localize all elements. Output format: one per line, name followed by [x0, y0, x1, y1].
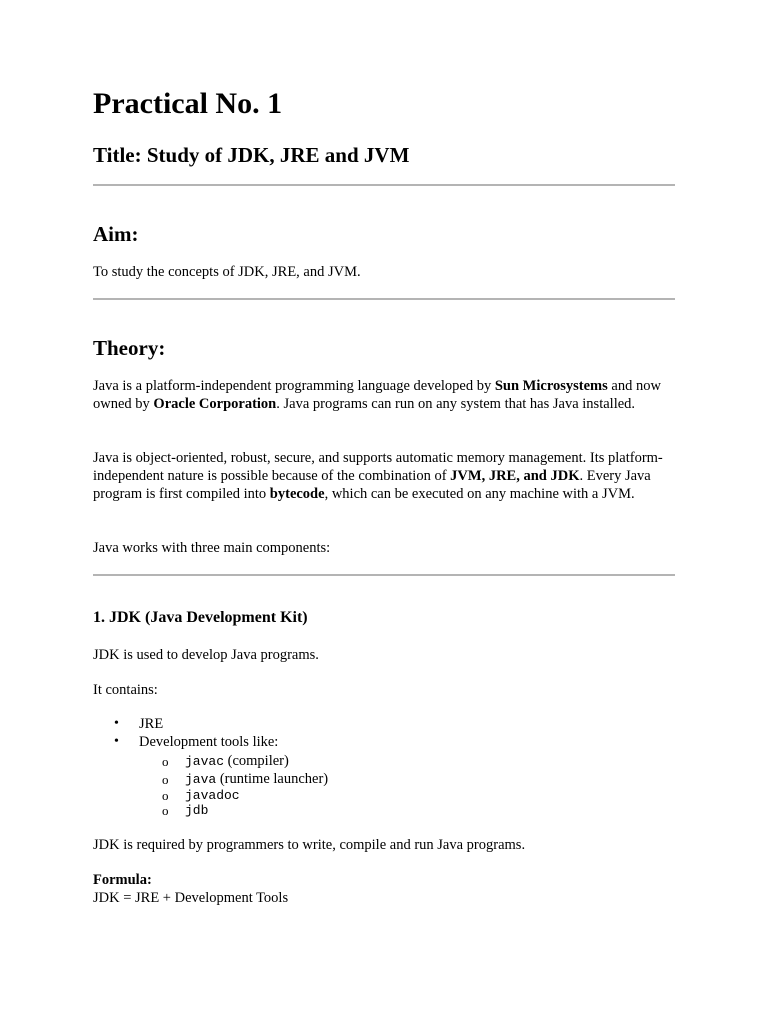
formula-text: JDK = JRE + Development Tools	[93, 890, 289, 906]
bullet-icon: •	[114, 716, 119, 731]
bullet-icon: •	[114, 734, 119, 749]
circle-bullet-icon: o	[162, 772, 169, 787]
divider	[93, 184, 675, 186]
circle-bullet-icon: o	[162, 788, 169, 803]
aim-heading: Aim:	[93, 222, 139, 246]
jdk-intro: JDK is used to develop Java programs.	[93, 647, 319, 663]
list-item: javadoc	[185, 788, 240, 803]
list-item: JRE	[139, 716, 164, 732]
list-item: Development tools like:	[139, 734, 279, 750]
list-item: javac (compiler)	[185, 753, 289, 769]
page-title: Practical No. 1	[93, 87, 283, 120]
divider	[93, 574, 675, 576]
formula-label: Formula:	[93, 872, 152, 888]
circle-bullet-icon: o	[162, 803, 169, 818]
theory-paragraph-2: Java is object-oriented, robust, secure, and supports automatic memory management. Its platform-independent nature is possible because of the combination of JVM, JRE, and JDK. Every Java program is first compiled into bytecode, which can be executed on any machine with a JVM.	[93, 450, 663, 502]
circle-bullet-icon: o	[162, 754, 169, 769]
jdk-contains: It contains:	[93, 682, 158, 698]
aim-text: To study the concepts of JDK, JRE, and JVM.	[93, 264, 361, 280]
theory-paragraph-3: Java works with three main components:	[93, 540, 331, 556]
list-item: jdb	[185, 803, 209, 818]
theory-heading: Theory:	[93, 336, 166, 360]
jdk-heading: 1. JDK (Java Development Kit)	[93, 609, 308, 626]
list-item: java (runtime launcher)	[185, 771, 329, 787]
jdk-summary: JDK is required by programmers to write, compile and run Java programs.	[93, 837, 526, 853]
divider	[93, 298, 675, 300]
practical-title: Title: Study of JDK, JRE and JVM	[93, 143, 410, 167]
theory-paragraph-1: Java is a platform-independent programming language developed by Sun Microsystems and now owned by Oracle Corporation. Java programs can run on any system that has Java installed.	[93, 378, 661, 412]
